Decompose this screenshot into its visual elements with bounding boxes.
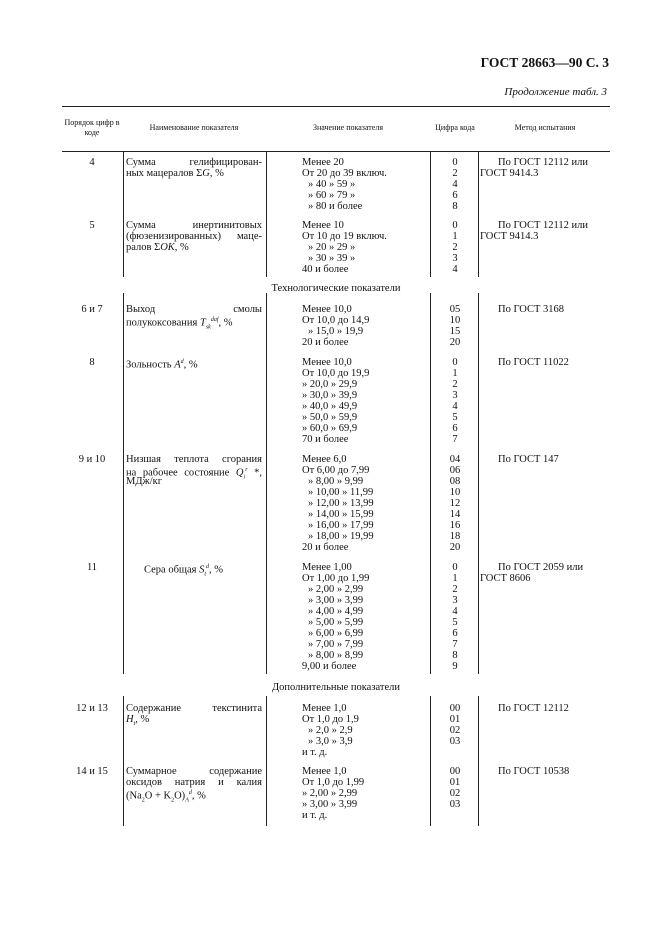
row-name: Сумма гелифицирован- ных мацералов ΣG, %	[126, 157, 262, 179]
row-codes: 04 06 08 10 12 14 16 18 20	[449, 454, 461, 553]
row-order: 12 и 13	[76, 703, 108, 714]
col-divider	[266, 696, 267, 826]
row-values: Менее 1,0 От 1,0 до 1,9 » 2,0 » 2,9 » 3,0 » 3,9 и т. д.	[302, 703, 359, 758]
row-codes: 00 01 02 03	[449, 703, 461, 747]
row-name: Сумма инертинитовых (фюзенизированных) маце- ралов ΣOK, %	[126, 220, 262, 253]
row-name	[126, 562, 262, 578]
row-name-last: $(Na_2O + K_2O)_A^d$, %	[126, 790, 206, 804]
col-header-code: Цифра кода	[435, 123, 475, 133]
row-method: По ГОСТ 10538	[498, 766, 570, 777]
row-values: Менее 10,0 От 10,0 до 19,9 » 20,0 » 29,9 » 30,0 » 39,9 » 40,0 » 49,9 » 50,0 » 59,9 » 60,0 » 69,9 70 и более	[302, 357, 370, 445]
row-method: По ГОСТ 2059 или ГОСТ 8606	[480, 562, 584, 584]
row-order: 14 и 15	[76, 766, 108, 777]
row-name	[126, 357, 262, 371]
row-method: По ГОСТ 3168	[498, 304, 565, 315]
row-values: Менее 10,0 От 10,0 до 14,9 » 15,0 » 19,9 20 и более	[302, 304, 370, 348]
row-codes: 00 01 02 03	[449, 766, 461, 810]
section-heading: Технологические показатели	[271, 283, 401, 294]
row-method: По ГОСТ 147	[498, 454, 559, 465]
col-divider	[478, 151, 479, 277]
col-divider	[266, 293, 267, 674]
row-order: 9 и 10	[78, 454, 106, 465]
col-header-name: Наименование показателя	[149, 123, 239, 133]
col-divider	[266, 151, 267, 277]
col-header-order: Порядок цифр в коде	[64, 118, 120, 137]
col-header-value: Значение показателя	[312, 123, 384, 133]
row-name-last: Сера общая $S_t^d$, %	[144, 564, 224, 578]
row-method: По ГОСТ 11022	[498, 357, 569, 368]
row-values: Менее 6,0 От 6,00 до 7,99 » 8,00 » 9,99 » 10,00 » 11,99 » 12,00 » 13,99 » 14,00 » 15,99 » 16,00 » 17,99 » 18,00 » 19,99 20 и более	[302, 454, 374, 553]
col-header-method: Метод испытания	[514, 123, 576, 133]
row-codes: 0 1 2 3 4 5 6 7	[452, 357, 458, 445]
row-codes: 0 1 2 3 4 5 6 7 8 9	[452, 562, 458, 672]
row-name: Выход смолы полукоксования $T_{sk}^{daf}$, %	[126, 304, 262, 331]
row-name-last: ралов ΣOK, %	[126, 242, 189, 253]
row-method: По ГОСТ 12112	[498, 703, 569, 714]
row-name-mid: на рабочее состояние $Q_i^r$ *,	[126, 467, 262, 481]
row-values: Менее 20 От 20 до 39 включ. » 40 » 59 » » 60 » 79 » » 80 и более	[302, 157, 387, 212]
row-name: Суммарное содержание оксидов натрия и калия $(Na_2O + K_2O)_A^d$, %	[126, 766, 262, 804]
row-order: 11	[86, 562, 98, 573]
row-name: Низшая теплота сгорания на рабочее состояние $Q_i^r$ *, МДж/кг	[126, 454, 262, 487]
row-name-last: Зольность $A^d$, %	[126, 359, 198, 371]
row-codes: 0 2 4 6 8	[452, 157, 458, 212]
row-values: Менее 10 От 10 до 19 включ. » 20 » 29 » » 30 » 39 » 40 и более	[302, 220, 387, 275]
row-codes: 0 1 2 3 4	[452, 220, 458, 275]
col-divider	[123, 696, 124, 826]
row-method: По ГОСТ 12112 или ГОСТ 9414.3	[480, 157, 588, 179]
row-order: 5	[89, 220, 95, 231]
col-divider	[478, 293, 479, 674]
row-order: 8	[89, 357, 95, 368]
table-header-rule	[62, 151, 610, 152]
row-name-last: $H_t$, %	[126, 714, 150, 728]
page-header: ГОСТ 28663—90 С. 3	[480, 55, 609, 70]
row-order: 6 и 7	[81, 304, 103, 315]
row-values: Менее 1,00 От 1,00 до 1,99 » 2,00 » 2,99 » 3,00 » 3,99 » 4,00 » 4,99 » 5,00 » 5,99 » 6,00 » 6,99 » 7,00 » 7,99 » 8,00 » 8,99 9,00 и более	[302, 562, 370, 672]
row-values: Менее 1,0 От 1,0 до 1,99 » 2,00 » 2,99 » 3,00 » 3,99 и т. д.	[302, 766, 365, 821]
row-method: По ГОСТ 12112 или ГОСТ 9414.3	[480, 220, 588, 242]
table-continuation-note: Продолжение табл. 3	[504, 86, 607, 98]
section-heading: Дополнительные показатели	[272, 682, 400, 693]
col-divider	[123, 151, 124, 277]
row-name-last: полукоксования $T_{sk}^{daf}$, %	[126, 317, 233, 331]
row-codes: 05 10 15 20	[449, 304, 461, 348]
col-divider	[478, 696, 479, 826]
row-name-last: ных мацералов ΣG, %	[126, 168, 224, 179]
row-order: 4	[89, 157, 95, 168]
col-divider	[123, 293, 124, 674]
row-name: Содержание текстинита $H_t$, %	[126, 703, 262, 728]
